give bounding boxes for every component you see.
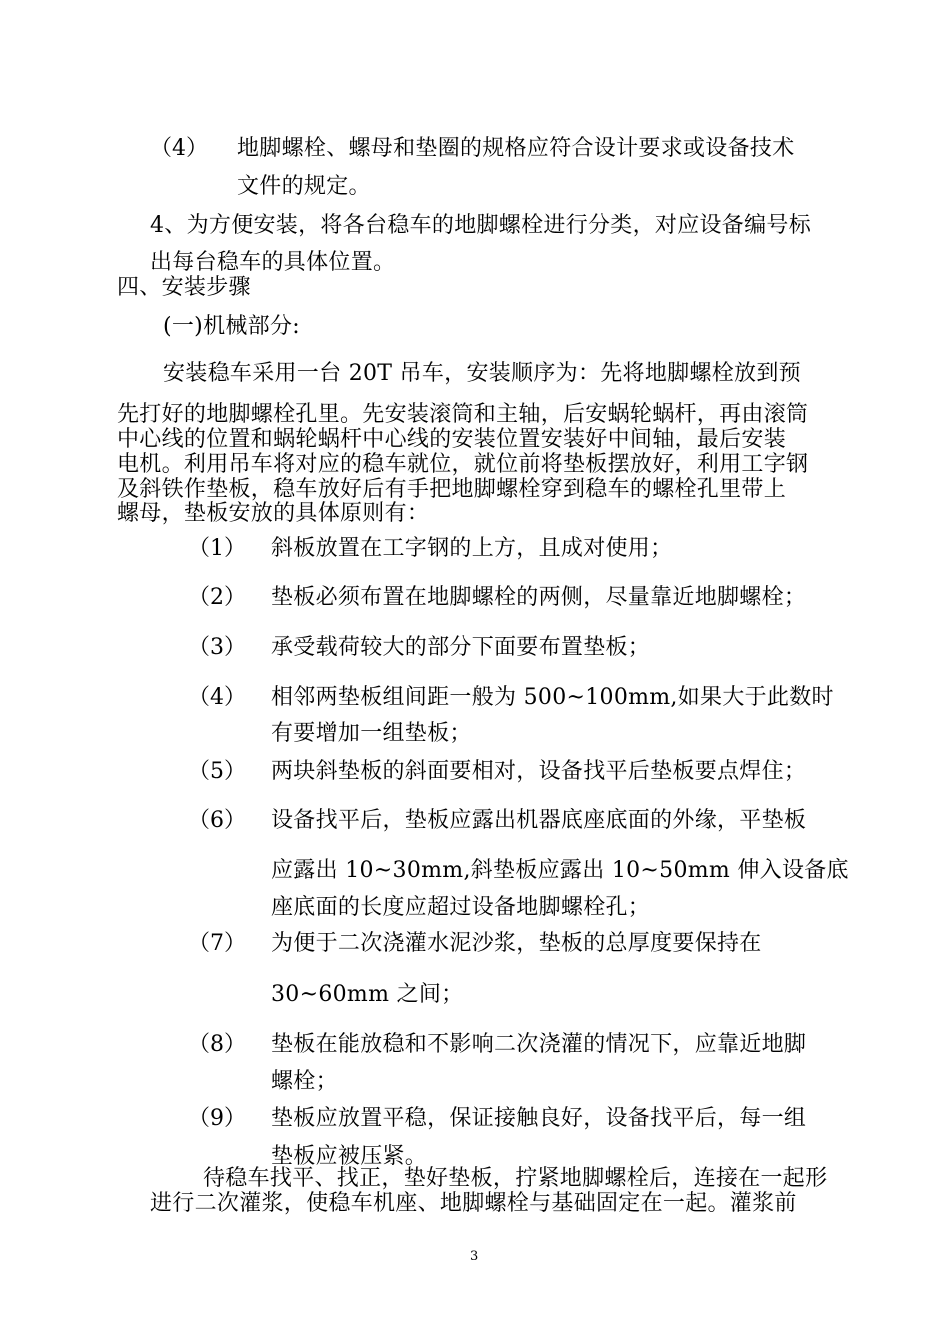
list-item-text: 螺栓；: [271, 1069, 338, 1094]
list-item-text: 文件的规定。: [237, 174, 371, 199]
subsection-heading: (一)机械部分:: [163, 314, 300, 339]
paragraph-line: 电机。利用吊车将对应的稳车就位，就位前将垫板摆放好，利用工字钢: [117, 452, 809, 477]
list-item-text: 为便于二次浇灌水泥沙浆，垫板的总厚度要保持在: [271, 931, 762, 956]
list-number: （6）: [188, 808, 246, 833]
list-item-text: 两块斜垫板的斜面要相对，设备找平后垫板要点焊住；: [271, 759, 807, 784]
paragraph-line: 先打好的地脚螺栓孔里。先安装滚筒和主轴，后安蜗轮蜗杆，再由滚筒: [117, 402, 809, 427]
list-number: （9）: [188, 1106, 246, 1131]
list-number: （4）: [188, 685, 246, 710]
section-heading: 四、安装步骤: [117, 275, 251, 300]
paragraph-line: 螺母，垫板安放的具体原则有：: [117, 501, 430, 526]
list-number: （4）: [150, 136, 208, 161]
list-item-text: 垫板在能放稳和不影响二次浇灌的情况下，应靠近地脚: [271, 1032, 807, 1057]
list-item-text: 座底面的长度应超过设备地脚螺栓孔；: [271, 895, 651, 920]
list-item-text: 承受载荷较大的部分下面要布置垫板；: [271, 635, 651, 660]
list-item-text: 相邻两垫板组间距一般为 500~100mm,如果大于此数时: [271, 685, 834, 710]
list-number: （2）: [188, 585, 246, 610]
list-item-text: 垫板应放置平稳，保证接触良好，设备找平后，每一组: [271, 1106, 807, 1131]
page-number: 3: [470, 1249, 479, 1264]
paragraph-line: 进行二次灌浆，使稳车机座、地脚螺栓与基础固定在一起。灌浆前: [150, 1191, 797, 1216]
list-item-text: 应露出 10~30mm,斜垫板应露出 10~50mm 伸入设备底: [271, 858, 849, 883]
paragraph-line: 安装稳车采用一台 20T 吊车，安装顺序为：先将地脚螺栓放到预: [163, 361, 801, 386]
paragraph-line: 中心线的位置和蜗轮蜗杆中心线的安装位置安装好中间轴，最后安装: [117, 427, 787, 452]
list-number: （7）: [188, 931, 246, 956]
list-item-text: 设备找平后，垫板应露出机器底座底面的外缘，平垫板: [271, 808, 807, 833]
list-number: （3）: [188, 635, 246, 660]
list-item-text: 有要增加一组垫板；: [271, 721, 472, 746]
list-item-text: 斜板放置在工字钢的上方，且成对使用；: [271, 536, 673, 561]
list-number: （5）: [188, 759, 246, 784]
paragraph-line: 待稳车找平、找正，垫好垫板，拧紧地脚螺栓后，连接在一起形: [203, 1166, 828, 1191]
paragraph-line: 及斜铁作垫板，稳车放好后有手把地脚螺栓穿到稳车的螺栓孔里带上: [117, 477, 787, 502]
list-number: （1）: [188, 536, 246, 561]
paragraph-line: 出每台稳车的具体位置。: [150, 250, 396, 275]
list-number: （8）: [188, 1032, 246, 1057]
list-item-text: 垫板必须布置在地脚螺栓的两侧，尽量靠近地脚螺栓；: [271, 585, 807, 610]
paragraph-line: 4、为方便安装，将各台稳车的地脚螺栓进行分类，对应设备编号标: [150, 213, 811, 238]
list-item-text: 30~60mm 之间；: [271, 982, 464, 1007]
list-item-text: 地脚螺栓、螺母和垫圈的规格应符合设计要求或设备技术: [237, 136, 795, 161]
list-item-text: 垫板应被压紧。: [271, 1144, 428, 1169]
